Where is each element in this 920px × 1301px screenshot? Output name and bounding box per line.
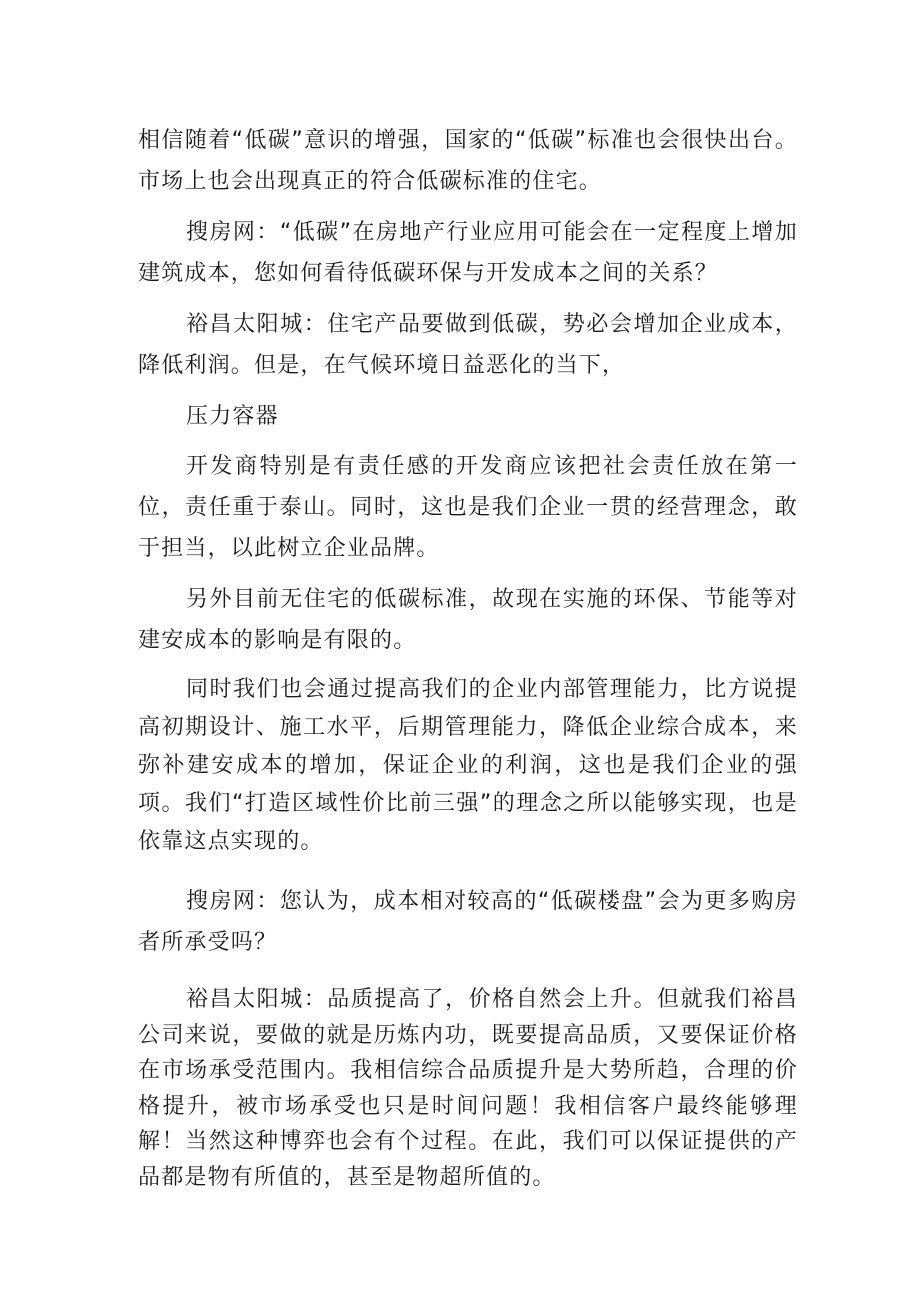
paragraph-answer-3: 另外目前无住宅的低碳标准，故现在实施的环保、节能等对建安成本的影响是有限的。	[138, 587, 798, 653]
paragraph-answer-5: 裕昌太阳城：品质提高了，价格自然会上升。但就我们裕昌公司来说，要做的就是历炼内功，既要提高品质，又要保证价格在市场承受范围内。我相信综合品质提升是大势所趋，合理的价格提升，被市场承受也只是时间问题！我相信客户最终能够理解！当然这种博弈也会有个过程。在此，我们可以保证提供的产品都是物有所值的，甚至是物超所值的。	[138, 987, 798, 1190]
paragraph-question-1: 搜房网：“低碳”在房地产行业应用可能会在一定程度上增加建筑成本，您如何看待低碳环保与开发成本之间的关系？	[138, 220, 798, 286]
paragraph-answer-4: 同时我们也会通过提高我们的企业内部管理能力，比方说提高初期设计、施工水平，后期管理能力，降低企业综合成本，来弥补建安成本的增加，保证企业的利润，这也是我们企业的强项。我们“打造区域性价比前三强”的理念之所以能够实现，也是依靠这点实现的。	[138, 677, 798, 854]
paragraph-inserted-label: 压力容器	[186, 404, 279, 429]
paragraph-answer-1: 裕昌太阳城：住宅产品要做到低碳，势必会增加企业成本，降低利润。但是，在气候环境日益恶化的当下，	[138, 312, 798, 378]
paragraph-question-2: 搜房网：您认为，成本相对较高的“低碳楼盘”会为更多购房者所承受吗？	[138, 889, 798, 955]
paragraph-continuation: 相信随着“低碳”意识的增强，国家的“低碳”标准也会很快出台。市场上也会出现真正的符合低碳标准的住宅。	[138, 128, 798, 194]
paragraph-answer-2: 开发商特别是有责任感的开发商应该把社会责任放在第一位，责任重于泰山。同时，这也是我们企业一贯的经营理念，敢于担当，以此树立企业品牌。	[138, 454, 798, 561]
